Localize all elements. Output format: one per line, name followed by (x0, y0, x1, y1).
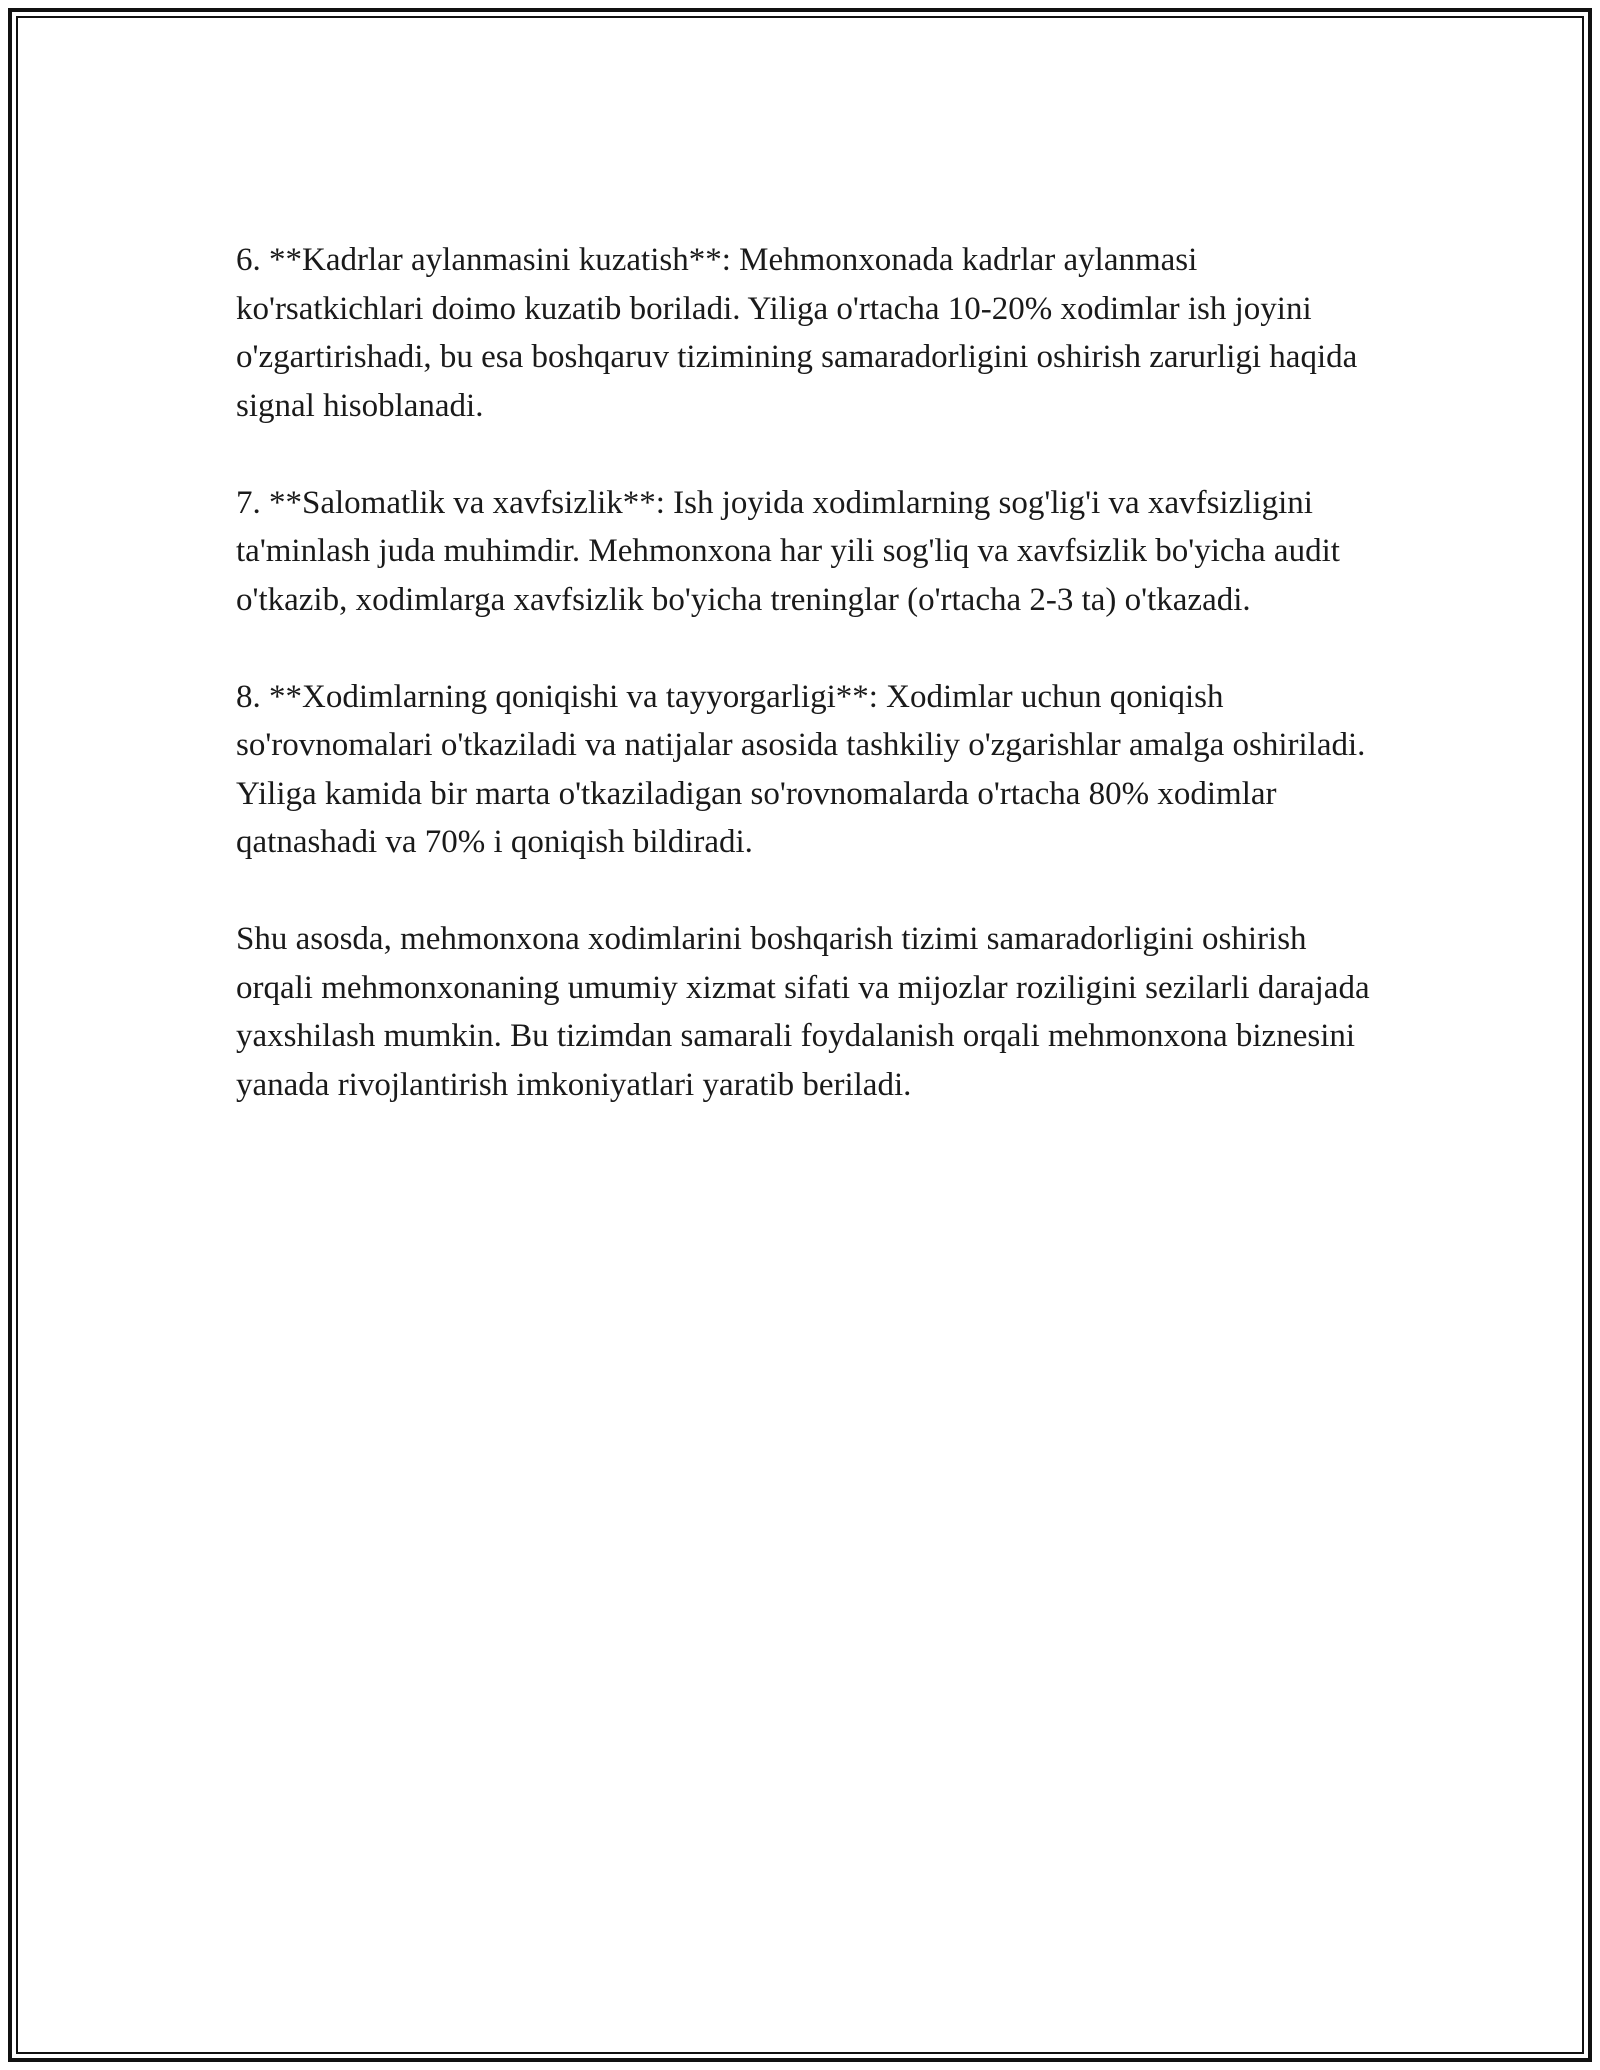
paragraph-staff-satisfaction: 8. **Xodimlarning qoniqishi va tayyorgarligi**: Xodimlar uchun qoniqish so'rovnomalari o'tkaziladi va natijalar asosida tashkiliy o'zgarishlar amalga oshiriladi. Yiliga kamida bir marta o'tkaziladigan so'rovnomalarda o'rtacha 80% xodimlar qatnashadi va 70% i qoniqish bildiradi. (236, 678, 1366, 860)
paragraph-conclusion: Shu asosda, mehmonxona xodimlarini boshqarish tizimi samaradorligini oshirish orqali mehmonxonaning umumiy xizmat sifati va mijozlar roziligini sezilarli darajada yaxshilash mumkin. Bu tizimdan samarali foydalanish orqali mehmonxona biznesini yanada rivojlantirish imkoniyatlari yaratib beriladi. (236, 921, 1370, 1103)
document-body (236, 236, 1376, 1158)
paragraph-health-safety: 7. **Salomatlik va xavfsizlik**: Ish joyida xodimlarning sog'lig'i va xavfsizligini ta'minlash juda muhimdir. Mehmonxona har yili sog'liq va xavfsizlik bo'yicha audit o'tkazib, xodimlarga xavfsizlik bo'yicha treninglar (o'rtacha 2-3 ta) o'tkazadi. (236, 484, 1340, 618)
paragraph-staff-turnover: 6. **Kadrlar aylanmasini kuzatish**: Mehmonxonada kadrlar aylanmasi ko'rsatkichlari doimo kuzatib boriladi. Yiliga o'rtacha 10-20% xodimlar ish joyini o'zgartirishadi, bu esa boshqaruv tizimining samaradorligini oshirish zarurligi haqida signal hisoblanadi. (236, 242, 1358, 424)
